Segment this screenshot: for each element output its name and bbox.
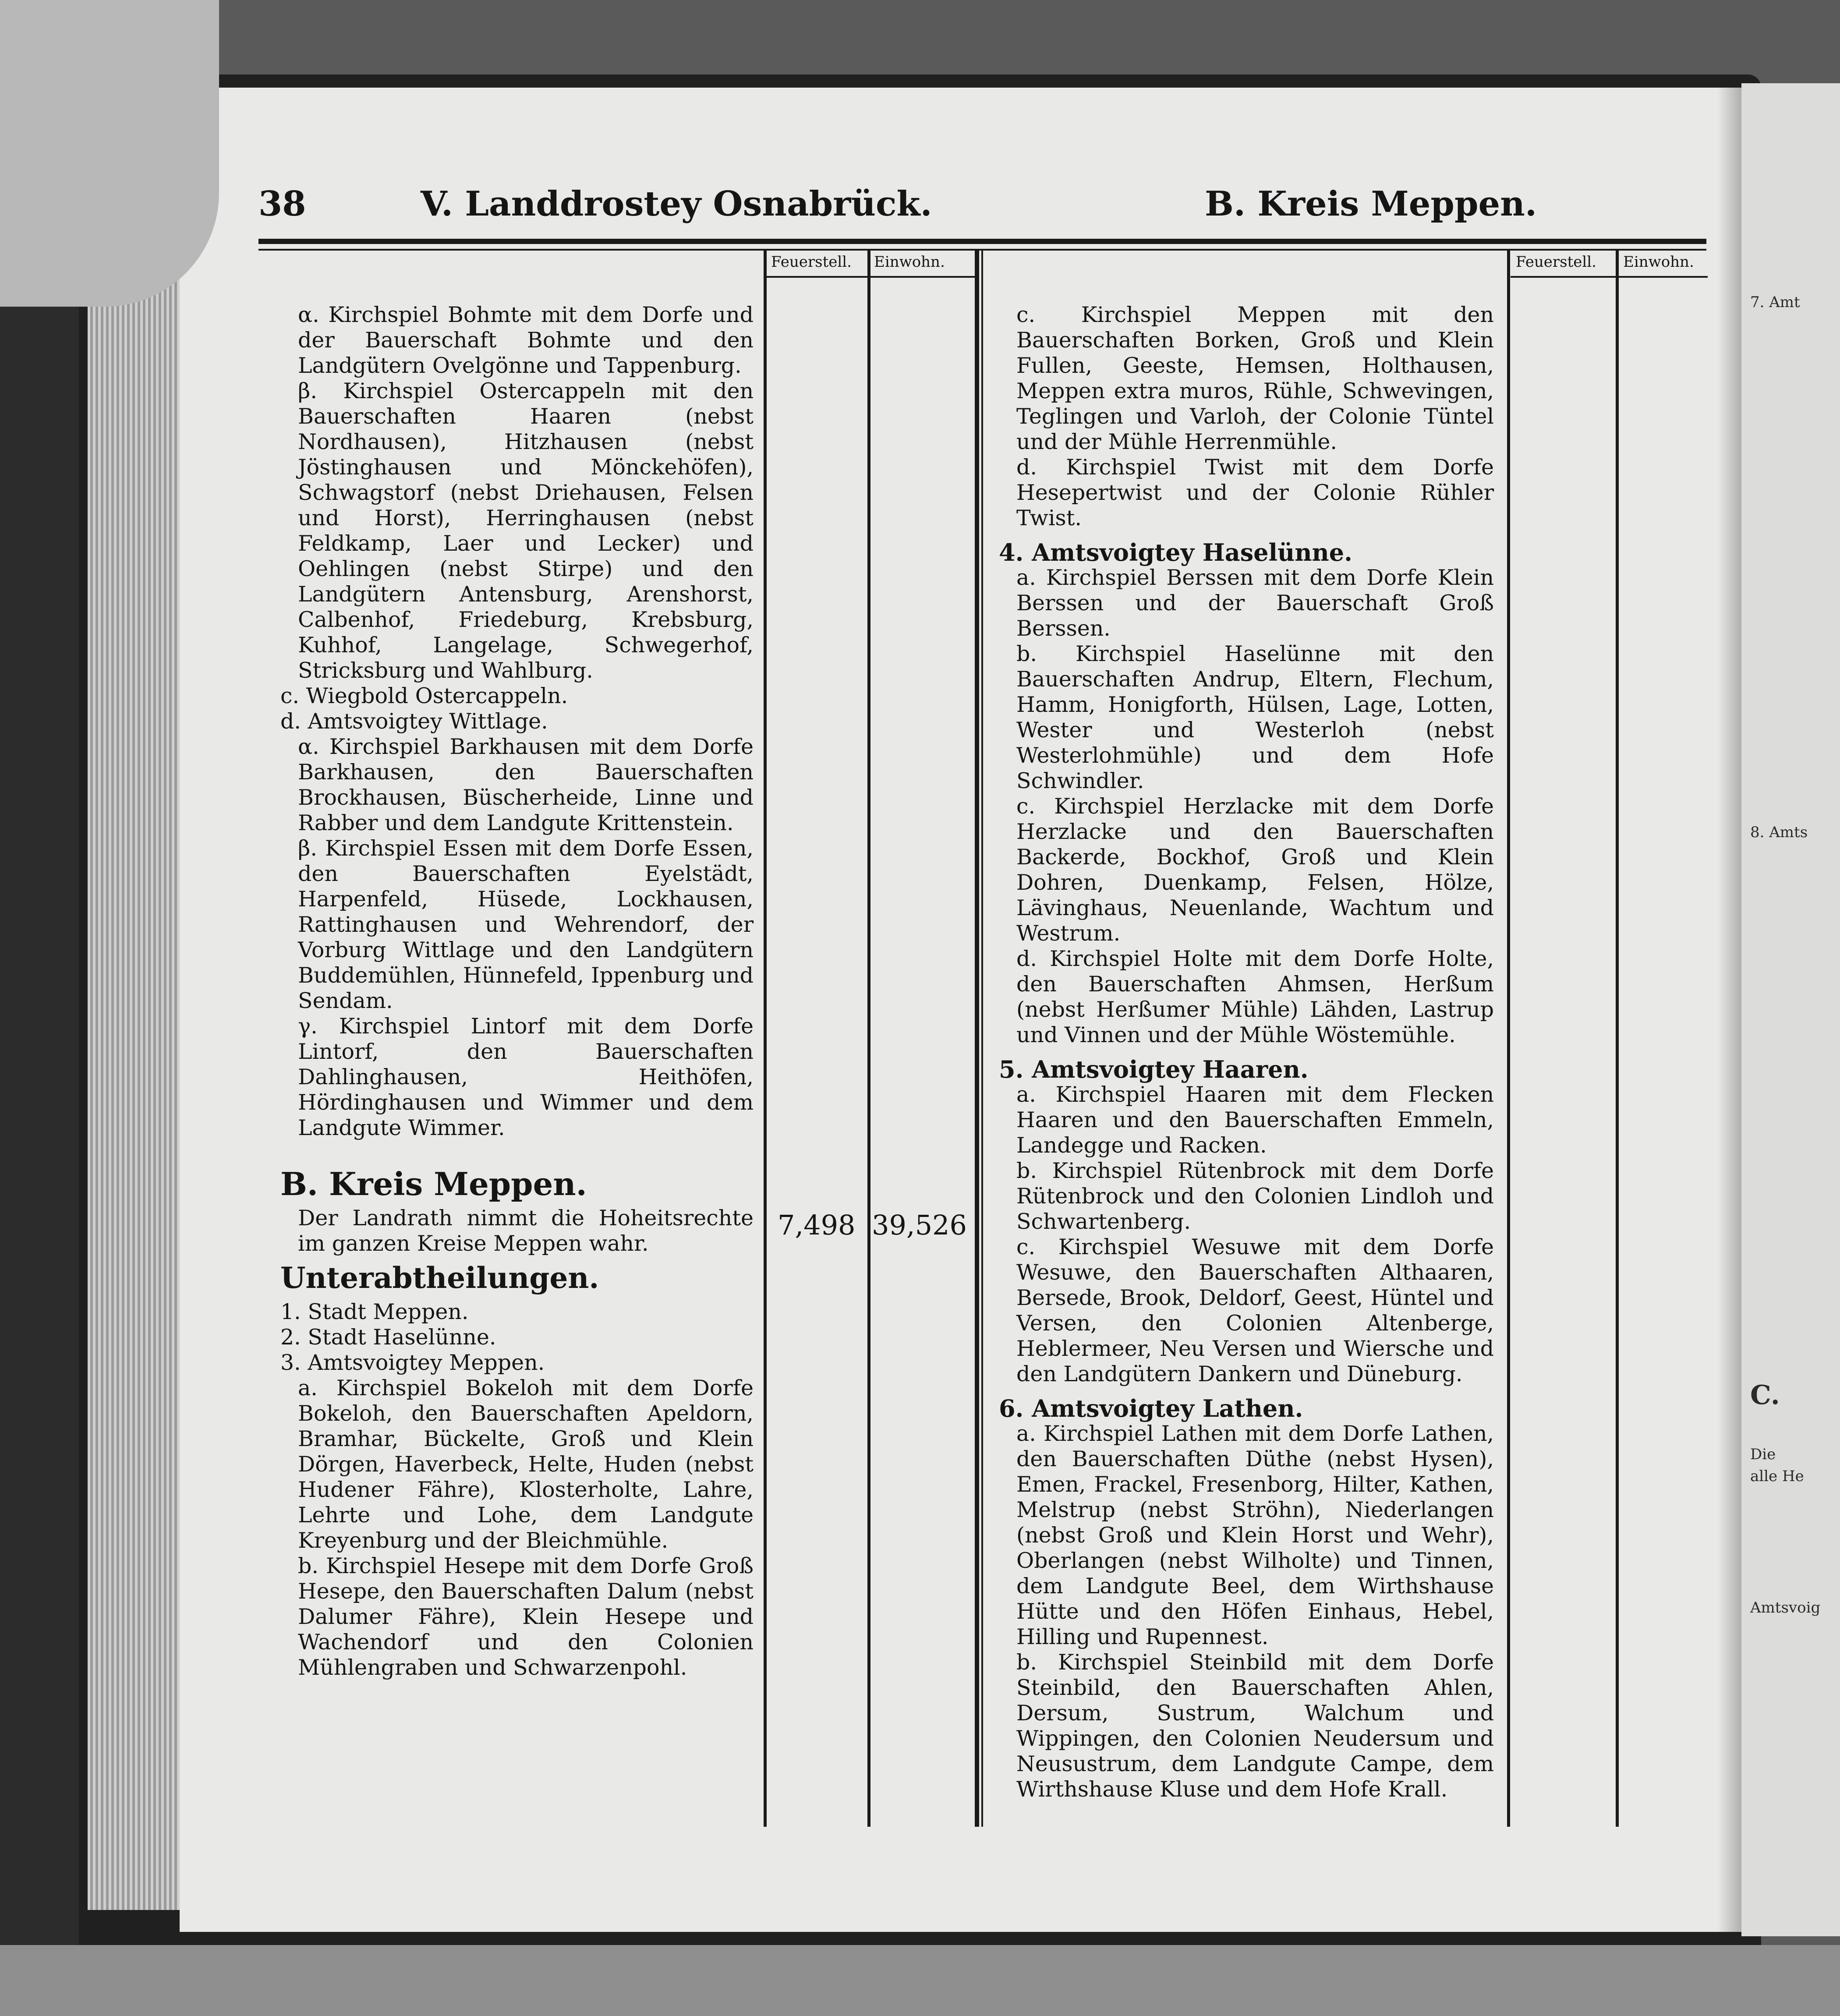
next-page-text: alle He (1750, 1468, 1804, 1485)
kreis-heading: B. Kreis Meppen. (280, 1165, 587, 1203)
page-number: 38 (258, 184, 306, 224)
paragraph: a. Kirchspiel Berssen mit dem Dorfe Klein Berssen und der Bauerschaft Groß Berssen. (1016, 565, 1494, 641)
paragraph: c. Kirchspiel Meppen mit den Bauerschaften Borken, Groß und Klein Fullen, Geeste, Hemsen, Holthausen, Meppen extra muros, Rühle, Schwevingen, Teglingen und Varloh, der Colonie Tüntel und der Mühle Herrenmühle. (1016, 302, 1494, 454)
paragraph: b. Kirchspiel Rütenbrock mit dem Dorfe Rütenbrock und den Colonien Lindloh und Schwartenberg. (1016, 1158, 1494, 1234)
list-item: 1. Stadt Meppen. (280, 1299, 469, 1324)
next-page-fragment (1741, 83, 1840, 1936)
page-edges (88, 101, 184, 1910)
paragraph: b. Kirchspiel Haselünne mit den Bauerschaften Andrup, Eltern, Flechum, Hamm, Honigforth, Hülsen, Lage, Lotten, Wester und Westerloh (nebst Westerlohmühle) und dem Hofe Schwindler. (1016, 641, 1494, 793)
column-header-inhabitants: Einwohn. (1623, 253, 1694, 271)
paragraph: d. Kirchspiel Twist mit dem Dorfe Hesepertwist und der Colonie Rühler Twist. (1016, 455, 1494, 531)
next-page-text: 8. Amts (1750, 824, 1808, 841)
next-page-text: C. (1750, 1380, 1780, 1411)
next-page-text: 7. Amt (1750, 294, 1800, 311)
column-header-rule (1511, 276, 1708, 278)
paragraph: a. Kirchspiel Bokeloh mit dem Dorfe Bokeloh, den Bauerschaften Apeldorn, Bramhar, Bückelte, Groß und Klein Dörgen, Haverbeck, Helte, Huden (nebst Hudener Fähre), Klosterholte, Lahre, Lehrte und Lohe, dem Landgute Kreyenburg und der Bleichmühle. (298, 1376, 754, 1553)
column-header-fire: Feuerstell. (1516, 253, 1596, 271)
column-rule (975, 250, 979, 1827)
paragraph: b. Kirchspiel Steinbild mit dem Dorfe Steinbild, den Bauerschaften Ahlen, Dersum, Sustrum, Walchum und Wippingen, den Colonien Neudersum und Neusustrum, dem Landgute Campe, dem Wirthshause Kluse und dem Hofe Krall. (1016, 1650, 1494, 1802)
left-text-column (280, 302, 754, 1680)
section-heading: 5. Amtsvoigtey Haaren. (999, 1055, 1309, 1083)
paragraph: α. Kirchspiel Barkhausen mit dem Dorfe Barkhausen, den Bauerschaften Brockhausen, Büscherheide, Linne und Rabber und dem Landgute Krittenstein. (298, 734, 754, 835)
list-item: 2. Stadt Haselünne. (280, 1325, 496, 1350)
next-page-text: Amtsvoig (1750, 1599, 1821, 1616)
kreis-fire-count: 7,498 (778, 1209, 856, 1241)
paragraph: c. Kirchspiel Wesuwe mit dem Dorfe Wesuwe, den Bauerschaften Althaaren, Bersede, Brook, Deldorf, Geest, Hüntel und Versen, den Colonien Altenberge, Heblermeer, Neu Versen und Wiersche und den Landgütern Dankern und Düneburg. (1016, 1234, 1494, 1386)
column-rule (1507, 250, 1510, 1827)
paragraph: Der Landrath nimmt die Hoheitsrechte im ganzen Kreise Meppen wahr. (298, 1206, 754, 1256)
paragraph: d. Amtsvoigtey Wittlage. (280, 709, 548, 734)
thumb (0, 0, 219, 307)
paragraph: a. Kirchspiel Haaren mit dem Flecken Haaren und den Bauerschaften Emmeln, Landegge und Racken. (1016, 1082, 1494, 1158)
list-item: 3. Amtsvoigtey Meppen. (280, 1350, 545, 1375)
paragraph: c. Kirchspiel Herzlacke mit dem Dorfe Herzlacke und den Bauerschaften Backerde, Bockhof, Groß und Klein Dohren, Duenkamp, Felsen, Hölze, Lävinghaus, Neuenlande, Wachtum und Westrum. (1016, 794, 1494, 946)
paragraph: β. Kirchspiel Ostercappeln mit den Bauerschaften Haaren (nebst Nordhausen), Hitzhausen (nebst Jöstinghausen und Mönckehöfen), Schwagstorf (nebst Driehausen, Felsen und Horst), Herringhausen (nebst Feldkamp, Laer und Lecker) und Oehlingen (nebst Stirpe) und den Landgütern Antensburg, Arenshorst, Calbenhof, Friedeburg, Krebsburg, Kuhhof, Langelage, Schwegerhof, Stricksburg und Wahlburg. (298, 378, 754, 683)
header-rule (258, 239, 1706, 244)
column-header-inhabitants: Einwohn. (874, 253, 945, 271)
paragraph: a. Kirchspiel Lathen mit dem Dorfe Lathen, den Bauerschaften Düthe (nebst Hysen), Emen, Frackel, Fresenborg, Hilter, Kathen, Melstrup (nebst Ströhn), Niederlangen (nebst Groß und Klein Horst und Wehr), Oberlangen (nebst Wilholte) und Tinnen, dem Landgute Beel, dem Wirthshause Hütte und den Höfen Einhaus, Hebel, Hilling und Rupennest. (1016, 1421, 1494, 1649)
column-header-fire: Feuerstell. (771, 253, 852, 271)
paragraph: β. Kirchspiel Essen mit dem Dorfe Essen, den Bauerschaften Eyelstädt, Harpenfeld, Hüsede, Lockhausen, Rattinghausen und Wehrendorf, der Vorburg Wittlage und den Landgütern Buddemühlen, Hünnefeld, Ippenburg und Sendam. (298, 836, 754, 1013)
right-running-title: B. Kreis Meppen. (1205, 184, 1537, 224)
paragraph: γ. Kirchspiel Lintorf mit dem Dorfe Lintorf, den Bauerschaften Dahlinghausen, Heithöfen, Hördinghausen und Wimmer und dem Landgute Wimmer. (298, 1014, 754, 1140)
column-rule (1616, 250, 1619, 1827)
section-heading: Unterabtheilungen. (280, 1261, 599, 1295)
column-rule (764, 250, 767, 1827)
paragraph: d. Kirchspiel Holte mit dem Dorfe Holte, den Bauerschaften Ahmsen, Herßum (nebst Herßumer Mühle) Lähden, Lastrup und Vinnen und der Mühle Wöstemühle. (1016, 946, 1494, 1047)
paragraph: α. Kirchspiel Bohmte mit dem Dorfe und der Bauerschaft Bohmte und den Landgütern Ovelgönne und Tappenburg. (298, 302, 754, 378)
left-running-title: V. Landdrostey Osnabrück. (421, 184, 932, 224)
column-rule (867, 250, 870, 1827)
paragraph: b. Kirchspiel Hesepe mit dem Dorfe Groß Hesepe, den Bauerschaften Dalum (nebst Dalumer Fähre), Klein Hesepe und Wachendorf und den Colonien Mühlengraben und Schwarzenpohl. (298, 1553, 754, 1680)
section-heading: 6. Amtsvoigtey Lathen. (999, 1394, 1303, 1422)
section-heading: 4. Amtsvoigtey Haselünne. (999, 538, 1352, 566)
background-bottom (0, 1945, 1840, 2016)
paragraph: c. Wiegbold Ostercappeln. (280, 683, 568, 708)
column-rule (981, 250, 983, 1827)
next-page-text: Die (1750, 1446, 1776, 1463)
right-text-column (999, 302, 1494, 1802)
kreis-inhabitant-count: 39,526 (872, 1209, 967, 1241)
